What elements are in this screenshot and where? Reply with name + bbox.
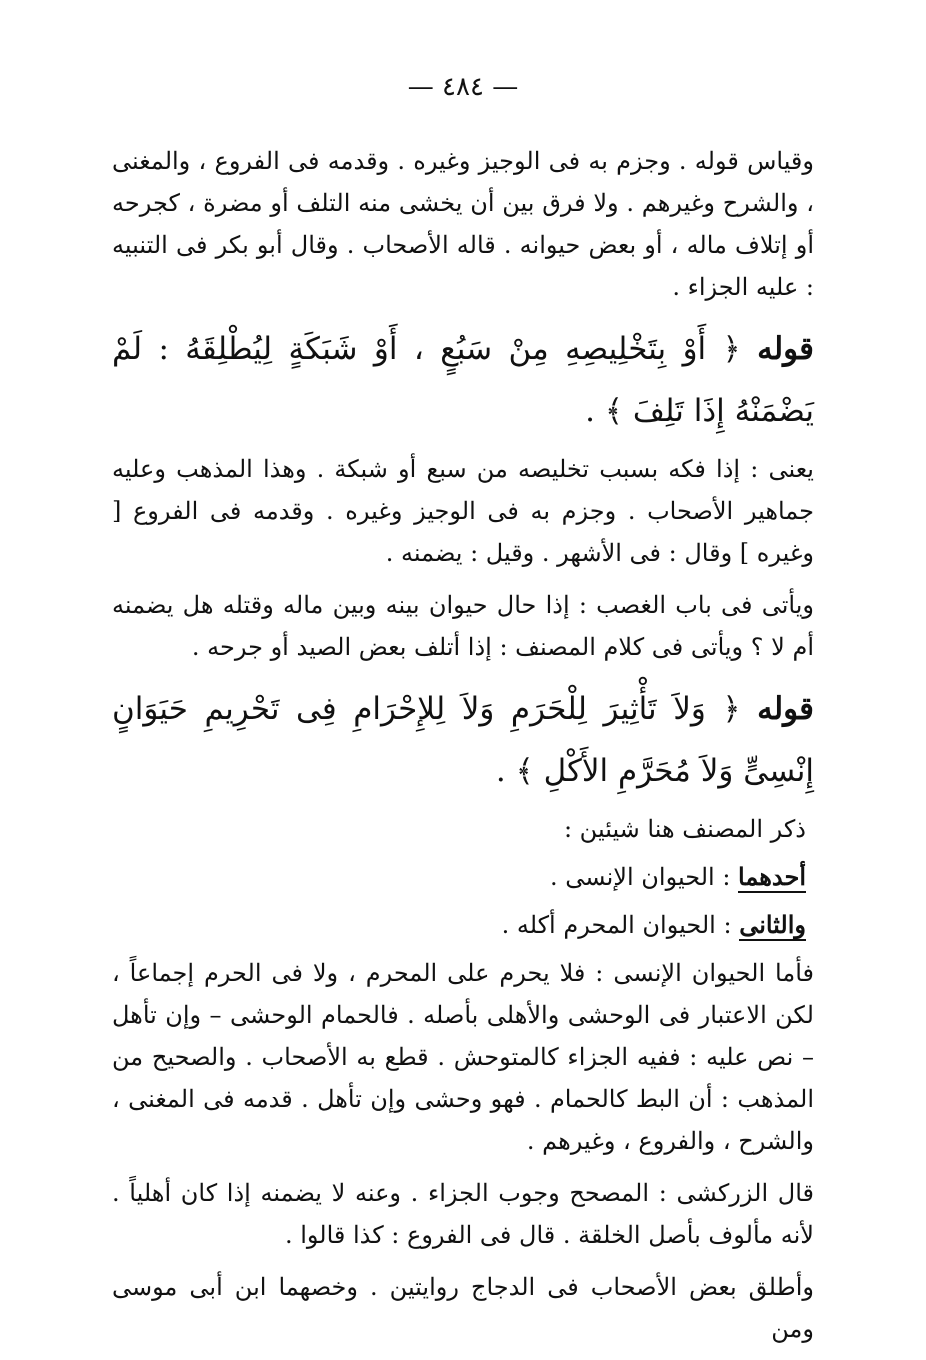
page-number: — ٤٨٤ — [407, 72, 519, 102]
quote-text: ﴿ وَلاَ تَأْثِيرَ لِلْحَرَمِ وَلاَ لِلإِحْرَامِ فِى تَحْرِيمِ حَيَوَانٍ إِنْسِىٍّ وَلاَ مُحَرَّمِ الأَكْلِ ﴾ . [112, 691, 814, 789]
paragraph-3: ويأتى فى باب الغصب : إذا حال حيوان بينه وبين ماله وقتله هل يضمنه أم لا ؟ ويأتى فى كلام المصنف : إذا أتلف بعض الصيد أو جرحه . [112, 591, 814, 661]
list-item-2 [112, 904, 814, 946]
quote-paragraph-1 [112, 318, 814, 442]
page-body [112, 140, 814, 1360]
item-label: أحدهما [738, 862, 806, 891]
quote-lead: قوله [757, 691, 814, 727]
quote-lead: قوله [757, 331, 814, 367]
item-text: : الحيوان المحرم أكله . [501, 911, 740, 939]
quote-text: ﴿ أَوْ بِتَخْلِيصِهِ مِنْ سَبُعٍ ، أَوْ شَبَكَةٍ لِيُطْلِقَهُ : لَمْ يَضْمَنْهُ إِذَا تَلِفَ ﴾ . [112, 331, 814, 429]
paragraph-4: فأما الحيوان الإنسى : فلا يحرم على المحرم ، ولا فى الحرم إجماعاً ، لكن الاعتبار فى الوحشى والأهلى بأصله . فالحمام الوحشى – وإن تأهل – نص عليه : ففيه الجزاء كالمتوحش . قطع به الأصحاب . والصحيح من المذهب : أن البط كالحمام . فهو وحشى وإن تأهل . قدمه فى المغنى ، والشرح ، والفروع ، وغيرهم . [112, 959, 814, 1155]
paragraph-2: يعنى : إذا فكه بسبب تخليصه من سبع أو شبكة . وهذا المذهب وعليه جماهير الأصحاب . وجزم به فى الوجيز وغيره . وقدمه فى الفروع [ وغيره ] وقال : فى الأشهر . وقيل : يضمنه . [112, 455, 814, 567]
list-item-1 [112, 856, 814, 898]
intro-line: ذكر المصنف هنا شيئين : [563, 815, 806, 843]
paragraph-6: وأطلق بعض الأصحاب فى الدجاج روايتين . وخصهما ابن أبى موسى ومن [112, 1273, 814, 1343]
quote-paragraph-2 [112, 678, 814, 802]
paragraph-5: قال الزركشى : المصحح وجوب الجزاء . وعنه لا يضمنه إذا كان أهلياً . لأنه مألوف بأصل الخلقة . قال فى الفروع : كذا قالوا . [112, 1179, 814, 1249]
item-label: والثانى [739, 910, 806, 939]
paragraph-1: وقياس قوله . وجزم به فى الوجيز وغيره . وقدمه فى الفروع ، والمغنى ، والشرح وغيرهم . ولا فرق بين أن يخشى منه التلف أو مضرة ، كجرحه أو إتلاف ماله ، أو بعض حيوانه . قاله الأصحاب . وقال أبو بكر فى التنبيه : عليه الجزاء . [112, 147, 814, 301]
item-text: : الحيوان الإنسى . [549, 863, 739, 891]
